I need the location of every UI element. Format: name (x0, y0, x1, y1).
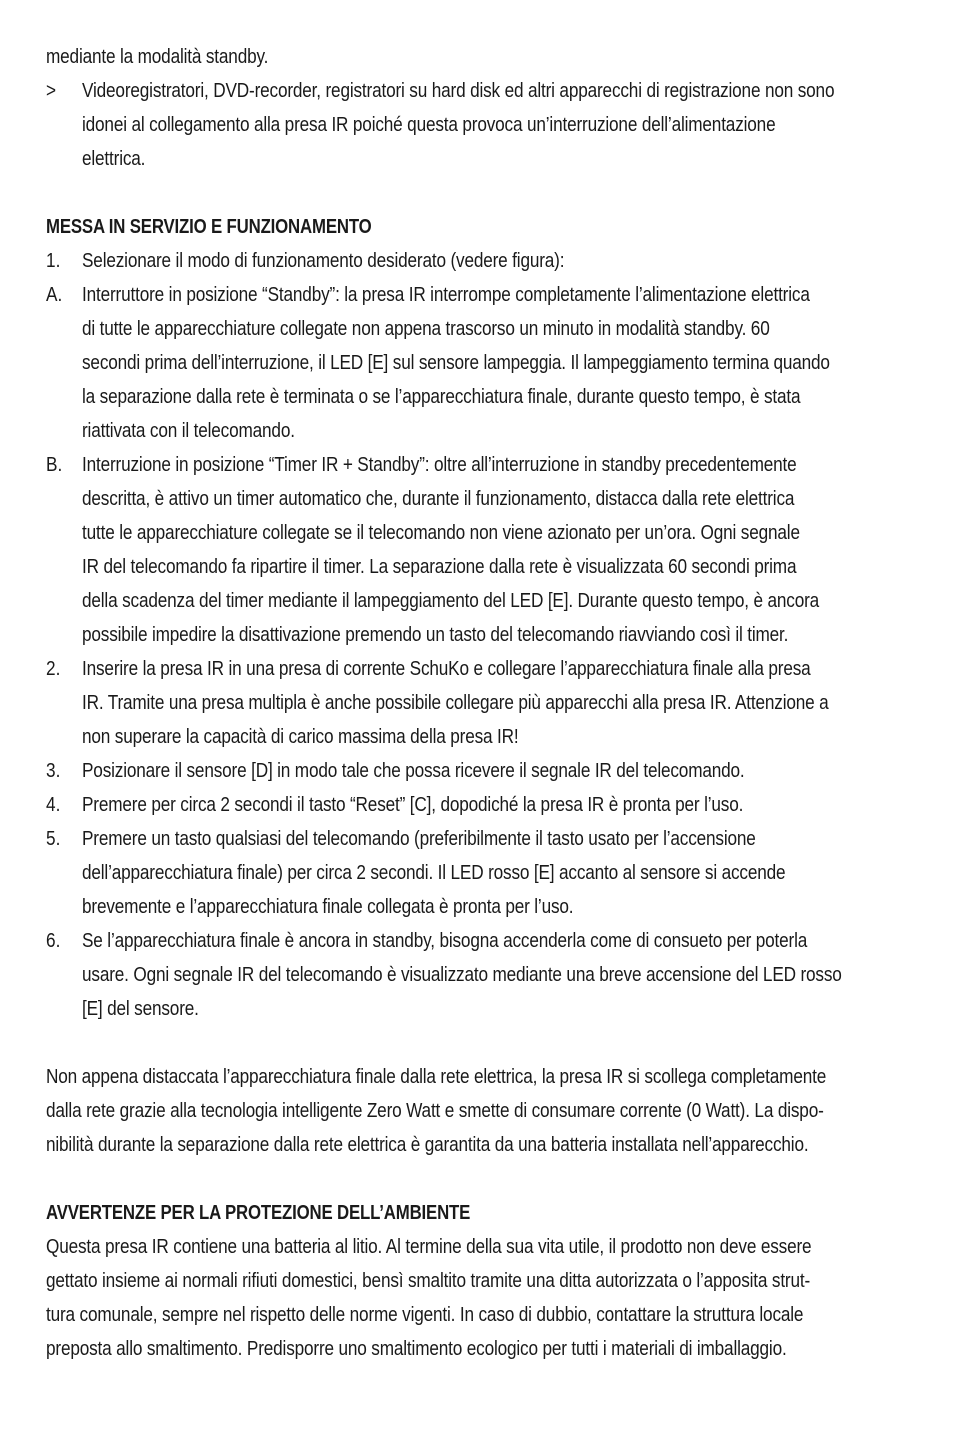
list-item-line: Inserire la presa IR in una presa di corrente SchuKo e collegare l’apparecchiatura finale alla presa (82, 658, 811, 680)
list-item (46, 754, 908, 788)
list-item-line: descritta, è attivo un timer automatico che, durante il funzionamento, distacca dalla rete elettrica (82, 488, 795, 510)
bullet-line: Videoregistratori, DVD-recorder, registratori su hard disk ed altri apparecchi di registrazione non sono (82, 80, 835, 102)
spacer (46, 176, 908, 210)
list-marker: B. (46, 454, 63, 476)
list-item-line: Selezionare il modo di funzionamento desiderato (vedere figura): (82, 250, 565, 272)
paragraph-line: Questa presa IR contiene una batteria al litio. Al termine della sua vita utile, il prodotto non deve essere (46, 1236, 812, 1258)
list-item (46, 448, 908, 652)
list-item (46, 822, 908, 924)
list-item-line: Interruttore in posizione “Standby”: la presa IR interrompe completamente l’alimentazione elettrica (82, 284, 810, 306)
list-item-line: Interruzione in posizione “Timer IR + Standby”: oltre all’interruzione in standby precedentemente (82, 454, 797, 476)
bullet-line: elettrica. (82, 148, 146, 170)
list-item-line: della scadenza del timer mediante il lampeggiamento del LED [E]. Durante questo tempo, è ancora (82, 590, 820, 612)
spacer (46, 1162, 908, 1196)
list-item-line: IR. Tramite una presa multipla è anche possibile collegare più apparecchi alla presa IR. Attenzione a (82, 692, 829, 714)
paragraph-line: dalla rete grazie alla tecnologia intelligente Zero Watt e smette di consumare corrente (0 Watt). La dispo- (46, 1100, 824, 1122)
paragraph-line: Non appena distaccata l’apparecchiatura finale dalla rete elettrica, la presa IR si scollega completamente (46, 1066, 827, 1088)
bullet-line: idonei al collegamento alla presa IR poiché questa provoca un’interruzione dell’alimentazione (82, 114, 776, 136)
list-item (46, 788, 908, 822)
list-item-line: usare. Ogni segnale IR del telecomando è visualizzato mediante una breve accensione del LED rosso (82, 964, 842, 986)
section-heading-setup: MESSA IN SERVIZIO E FUNZIONAMENTO (46, 216, 372, 238)
spacer (46, 1026, 908, 1060)
list-item-line: tutte le apparecchiature collegate se il telecomando non viene azionato per un’ora. Ogni segnale (82, 522, 800, 544)
list-marker: 4. (46, 794, 61, 816)
manual-page (46, 40, 908, 1366)
list-item-line: IR del telecomando fa ripartire il timer. La separazione dalla rete è visualizzata 60 secondi prima (82, 556, 797, 578)
list-item-line: dell’apparecchiatura finale) per circa 2 secondi. Il LED rosso [E] accanto al sensore si accende (82, 862, 786, 884)
section-heading-environment: AVVERTENZE PER LA PROTEZIONE DELL’AMBIENTE (46, 1202, 471, 1224)
list-item-line: non superare la capacità di carico massima della presa IR! (82, 726, 519, 748)
list-item-line: Se l’apparecchiatura finale è ancora in standby, bisogna accenderla come di consueto per poterla (82, 930, 808, 952)
list-marker: A. (46, 284, 63, 306)
intro-bullet (46, 74, 908, 176)
list-marker: 5. (46, 828, 61, 850)
list-marker: 2. (46, 658, 61, 680)
list-marker: 1. (46, 250, 61, 272)
list-item-line: Premere un tasto qualsiasi del telecomando (preferibilmente il tasto usato per l’accensione (82, 828, 756, 850)
environment-paragraph (46, 1230, 908, 1366)
list-marker: 6. (46, 930, 61, 952)
list-item-line: brevemente e l’apparecchiatura finale collegata è pronta per l’uso. (82, 896, 574, 918)
list-item-line: secondi prima dell’interruzione, il LED [E] sul sensore lampeggia. Il lampeggiamento termina quando (82, 352, 830, 374)
intro-line: mediante la modalità standby. (46, 46, 269, 68)
list-item-line: Posizionare il sensore [D] in modo tale che possa ricevere il segnale IR del telecomando. (82, 760, 745, 782)
list-marker: 3. (46, 760, 61, 782)
list-item (46, 244, 908, 278)
list-item-line: Premere per circa 2 secondi il tasto “Reset” [C], dopodiché la presa IR è pronta per l’uso. (82, 794, 744, 816)
zero-watt-paragraph (46, 1060, 908, 1162)
list-item-line: [E] del sensore. (82, 998, 199, 1020)
paragraph-line: tura comunale, sempre nel rispetto delle norme vigenti. In caso di dubbio, contattare la struttura locale (46, 1304, 804, 1326)
setup-steps-list (46, 244, 908, 1026)
paragraph-line: preposta allo smaltimento. Predisporre uno smaltimento ecologico per tutti i materiali di imballaggio. (46, 1338, 787, 1360)
list-item-line: la separazione dalla rete è terminata o se l’apparecchiatura finale, durante questo tempo, è stata (82, 386, 801, 408)
list-item (46, 924, 908, 1026)
paragraph-line: nibilità durante la separazione dalla rete elettrica è garantita da una batteria installata nell’apparecchio. (46, 1134, 809, 1156)
list-item-line: possibile impedire la disattivazione premendo un tasto del telecomando riavviando così il timer. (82, 624, 789, 646)
paragraph-line: gettato insieme ai normali rifiuti domestici, bensì smaltito tramite una ditta autorizzata o l’apposita strut- (46, 1270, 811, 1292)
list-item (46, 652, 908, 754)
bullet-marker: > (46, 80, 57, 102)
list-item (46, 278, 908, 448)
list-item-line: riattivata con il telecomando. (82, 420, 295, 442)
list-item-line: di tutte le apparecchiature collegate non appena trascorso un minuto in modalità standby. 60 (82, 318, 770, 340)
